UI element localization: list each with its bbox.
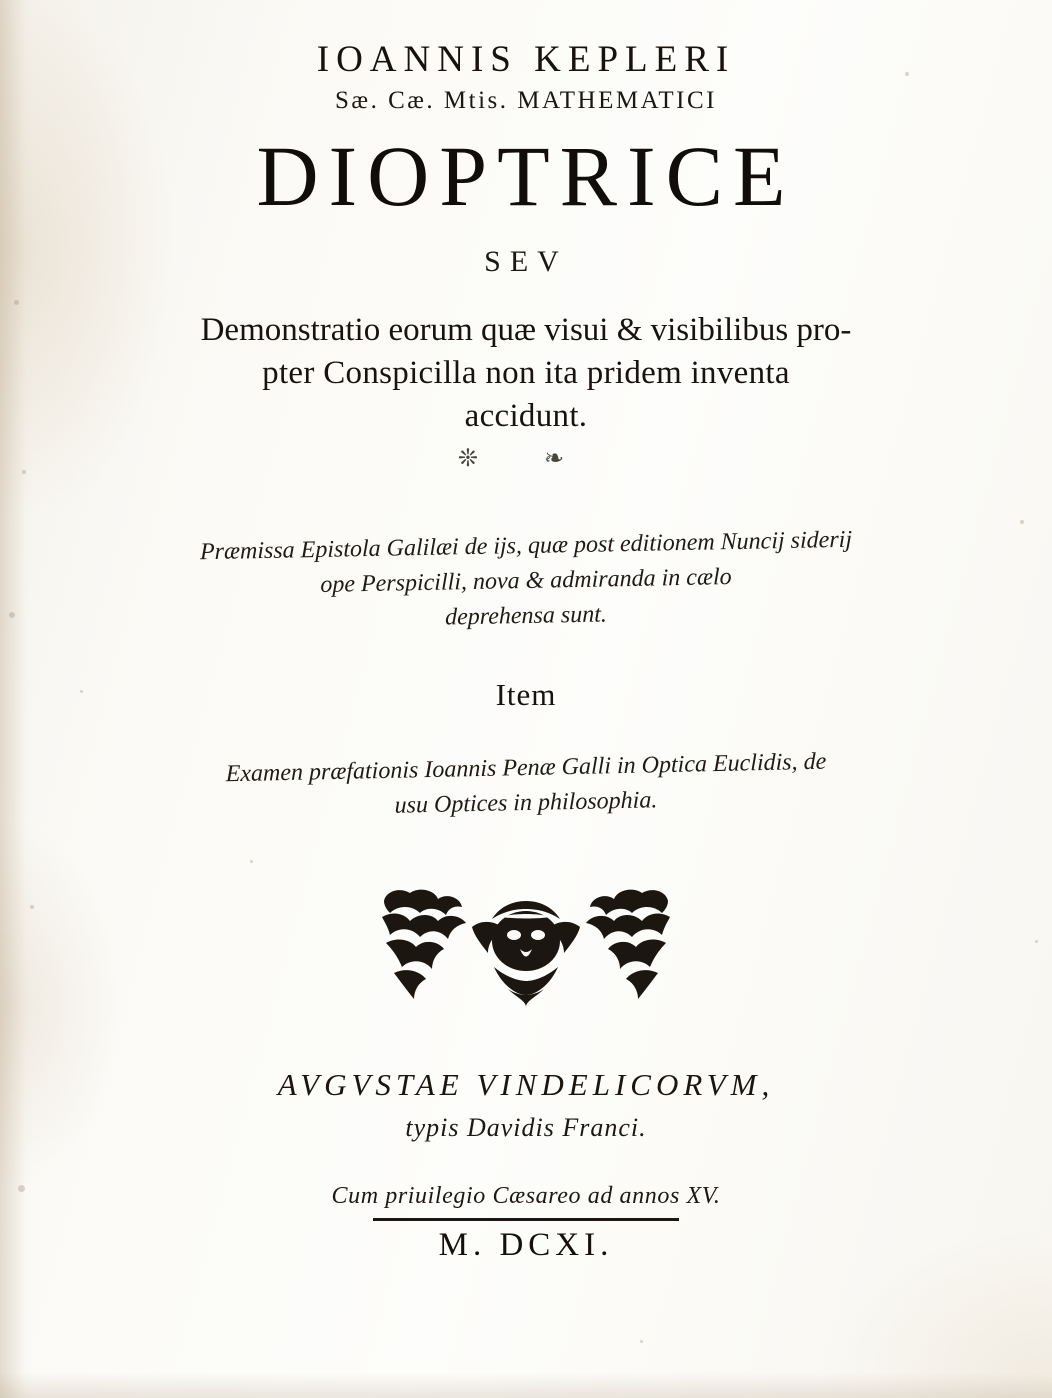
page-title: DIOPTRICE xyxy=(256,128,796,224)
paper-speck xyxy=(640,1340,643,1343)
examen-line: usu Optices in philosophia. xyxy=(394,787,658,819)
premissa-line: ope Perspicilli, nova & admiranda in cælo xyxy=(320,563,732,598)
privilege-note: Cum priuilegio Cæsareo ad annos XV. xyxy=(331,1182,721,1209)
subtitle-block xyxy=(0,309,1052,438)
title-seu: SEV xyxy=(484,245,568,278)
printers-ornament xyxy=(0,883,1052,1011)
imprint-place: AVGVSTAE VINDELICORVM, xyxy=(277,1066,775,1102)
small-ornament-icon: ❊ ❧ xyxy=(457,445,595,472)
examen-line: Examen præfationis Ioannis Penæ Galli in Optica Euclidis, de xyxy=(225,748,827,788)
divider-rule xyxy=(373,1218,679,1221)
premissa-line: Præmissa Epistola Galilæi de ijs, quæ post editionem Nuncij siderij xyxy=(199,526,853,565)
printers-ornament-floral-icon xyxy=(376,883,676,1011)
subtitle-line: accidunt. xyxy=(464,397,588,434)
subtitle-line: pter Conspicilla non ita pridem inventa xyxy=(262,354,790,391)
examen-paragraph xyxy=(0,740,1052,832)
page-edge-shading-bottom xyxy=(0,1372,1052,1398)
premissa-line: deprehensa sunt. xyxy=(445,600,607,630)
author-name: IOANNIS KEPLERI xyxy=(316,39,736,80)
subtitle-line: Demonstratio eorum quæ visui & visibilibus pro- xyxy=(200,312,852,348)
imprint-printer: typis Davidis Franci. xyxy=(405,1112,647,1142)
item-label: Item xyxy=(495,677,557,713)
author-titles: Sæ. Cæ. Mtis. MATHEMATICI xyxy=(335,87,717,114)
premissa-paragraph xyxy=(0,519,1052,644)
publication-year: M. DCXI. xyxy=(438,1226,614,1263)
